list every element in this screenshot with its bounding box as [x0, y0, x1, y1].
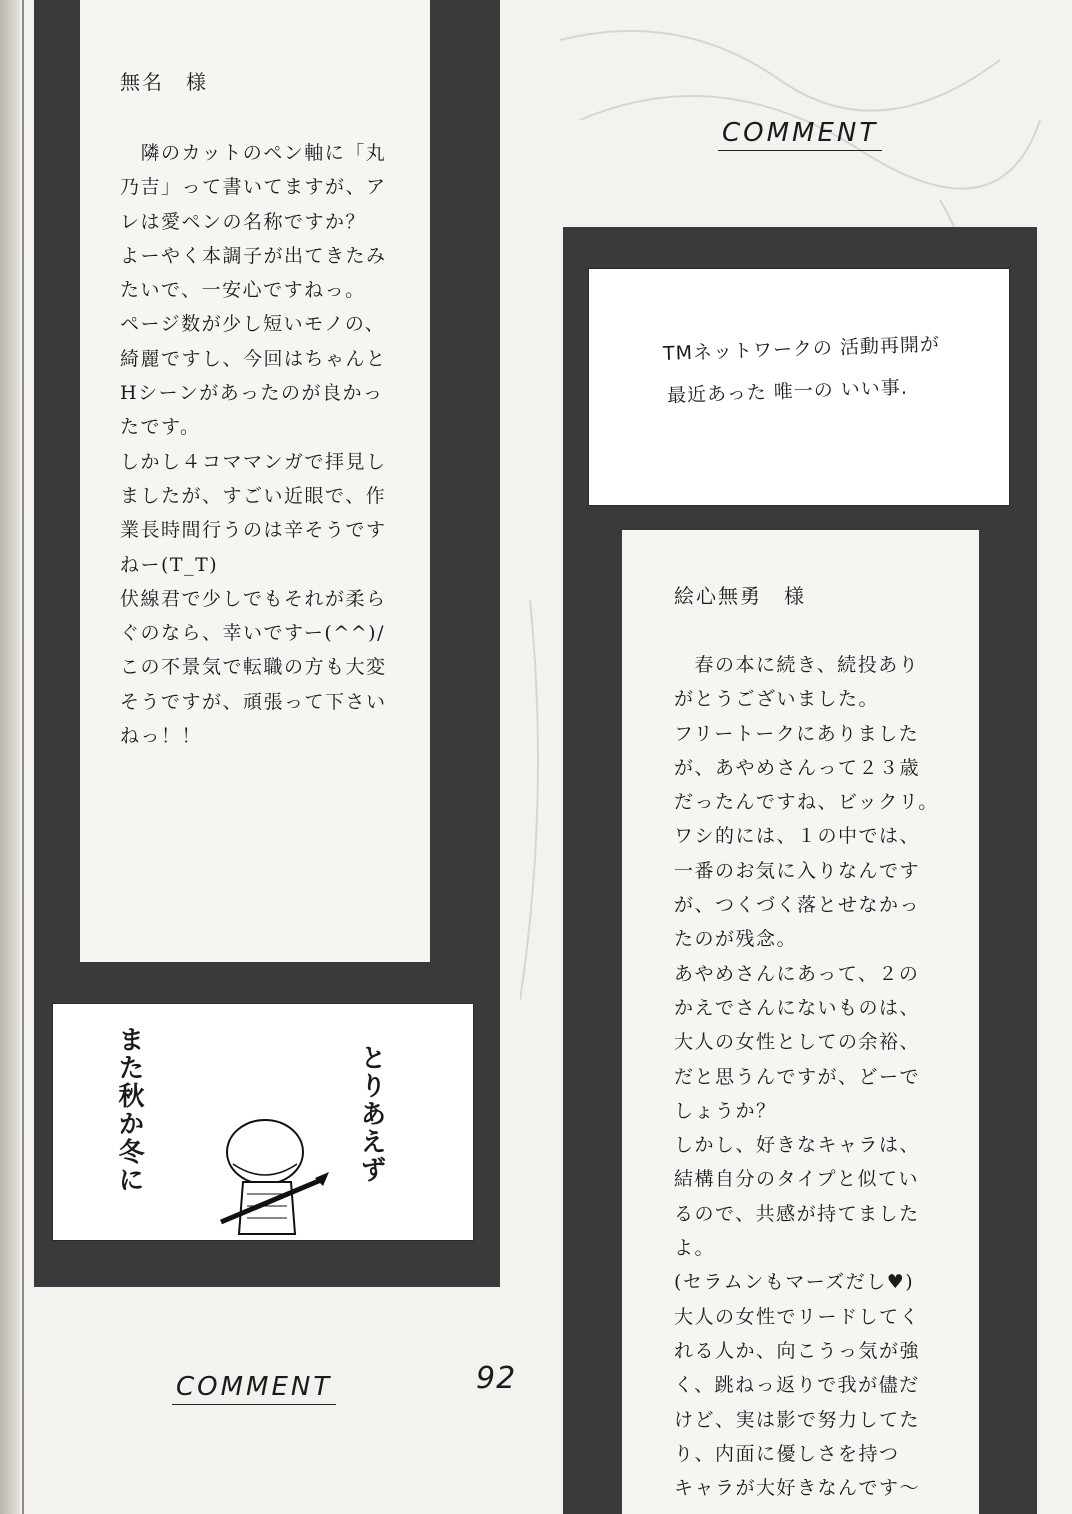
letter-line: たいで、一安心ですねっ。: [120, 279, 366, 302]
left-sketch-card: [52, 1003, 474, 1241]
letter-line: 乃吉」って書いてますが、ア: [120, 176, 387, 199]
comment-heading-bottom: COMMENT: [172, 1372, 336, 1405]
letter-line: レは愛ペンの名称ですか？: [120, 210, 367, 233]
right-letter-body: [674, 648, 939, 1505]
letter-line: キャラが大好きなんです〜: [674, 1477, 921, 1500]
letter-line: 大人の女性でリードしてく: [674, 1305, 921, 1328]
letter-line: 伏線君で少しでもそれが柔ら: [120, 587, 387, 610]
letter-line: 一番のお気に入りなんです: [674, 859, 921, 882]
character-doodle: [203, 1094, 333, 1240]
letter-line: しかし、好きなキャラは、: [674, 1134, 921, 1157]
left-card-text-right: とりあえず: [356, 1044, 386, 1184]
letter-line: く、跳ねっ返りで我が儘だ: [674, 1374, 920, 1397]
letter-line: 春の本に続き、続投あり: [674, 654, 920, 676]
letter-line: かえでさんにないものは、: [674, 996, 921, 1019]
letter-line: 大人の女性としての余裕、: [674, 1031, 921, 1054]
letter-line: ねっ！！: [120, 725, 203, 748]
left-letter-body: [120, 136, 387, 753]
page-number: 92: [476, 1361, 517, 1396]
letter-line: ぐのなら、幸いですー(^^)/: [120, 622, 385, 645]
letter-line: (セラムンもマーズだし♥): [674, 1271, 915, 1294]
letter-line: そうですが、頑張って下さい: [120, 690, 387, 713]
letter-line: よ。: [674, 1237, 716, 1260]
letter-line: 綺麗ですし、今回はちゃんと: [120, 347, 387, 370]
right-sketch-card: [588, 268, 1010, 506]
letter-line: 結構自分のタイプと似てい: [674, 1168, 920, 1191]
letter-line: ワシ的には、１の中では、: [674, 825, 921, 848]
letter-line: けど、実は影で努力してた: [674, 1408, 921, 1431]
right-letter-addressee: 絵心無勇 様: [674, 584, 806, 608]
letter-line: ましたが、すごい近眼で、作: [120, 484, 387, 507]
letter-line: あやめさんにあって、２の: [674, 962, 920, 985]
gutter-line: [22, 0, 24, 1514]
letter-line: が、あやめさんって２３歳: [674, 756, 921, 779]
letter-line: ページ数が少し短いモノの、: [120, 313, 386, 336]
left-letter-addressee: 無名 様: [120, 70, 208, 94]
letter-line: たのが残念。: [674, 928, 798, 951]
letter-line: Hシーンがあったのが良かっ: [120, 382, 384, 405]
letter-line: がとうございました。: [674, 688, 880, 711]
letter-line: り、内面に優しさを持つ: [674, 1442, 900, 1465]
letter-line: だと思うんですが、どーで: [674, 1065, 921, 1088]
letter-line: たです。: [120, 416, 201, 439]
letter-line: しかし４コママンガで拝見し: [120, 450, 387, 473]
letter-line: この不景気で転職の方も大変: [120, 656, 387, 679]
letter-line: フリートークにありました: [674, 722, 920, 745]
book-spine-shadow: [0, 0, 20, 1514]
letter-line: が、つくづく落とせなかっ: [674, 894, 921, 917]
letter-line: 業長時間行うのは辛そうです: [120, 519, 387, 542]
letter-line: よーやく本調子が出てきたみ: [120, 244, 387, 267]
letter-line: れる人か、向こうっ気が強: [674, 1339, 921, 1362]
letter-line: だったんですね、ビックリ。: [674, 791, 939, 814]
letter-line: しょうか？: [674, 1099, 777, 1122]
right-card-line-1: TMネットワークの 活動再開が: [662, 333, 941, 365]
comment-heading-top: COMMENT: [718, 118, 882, 151]
letter-line: 隣のカットのペン軸に「丸: [120, 142, 387, 164]
right-card-line-2: 最近あった 唯一の いい事.: [666, 376, 909, 407]
left-card-text-left: また秋か冬に: [114, 1026, 144, 1194]
letter-line: るので、共感が持てました: [674, 1202, 920, 1225]
letter-line: ねー(T_T): [120, 553, 219, 576]
